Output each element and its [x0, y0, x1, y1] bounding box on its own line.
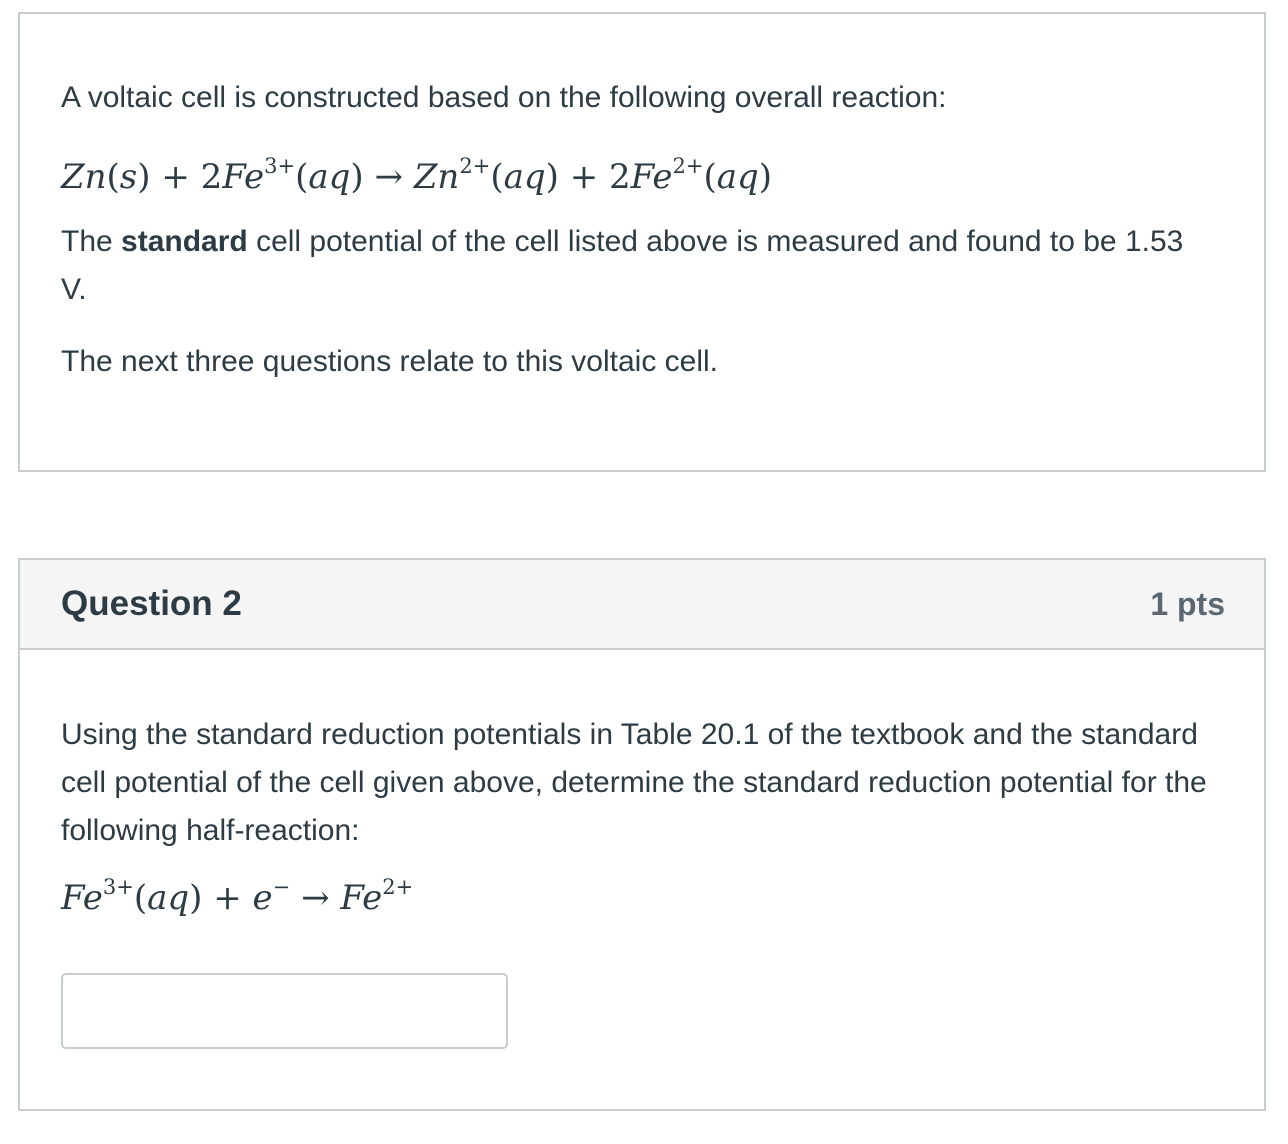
half-reaction-equation: $Fe^{3+}(aq) + e^- \to Fe^{2+}$	[61, 875, 414, 918]
standard-potential-text: The standard cell potential of the cell listed above is measured and found to be 1.53 V.	[61, 225, 1184, 306]
answer-input[interactable]	[61, 973, 508, 1049]
question-header	[20, 560, 1264, 650]
relation-note: The next three questions relate to this voltaic cell.	[61, 345, 719, 378]
question-title: Question 2	[61, 584, 242, 623]
question-prompt: Using the standard reduction potentials in Table 20.1 of the textbook and the standard cell potential of the cell given above, determine the standard reduction potential for the following half-reaction:	[61, 718, 1207, 847]
overall-reaction-equation: $Zn(s) + 2Fe^{3+}(aq) \to Zn^{2+}(aq) + 2Fe^{2+}(aq)$	[61, 154, 773, 197]
question-points: 1 pts	[1150, 586, 1225, 622]
question-panel	[18, 558, 1266, 1111]
intro-panel	[18, 12, 1266, 472]
intro-text: A voltaic cell is constructed based on the following overall reaction:	[61, 81, 947, 114]
standard-bold-word: standard	[121, 225, 248, 258]
